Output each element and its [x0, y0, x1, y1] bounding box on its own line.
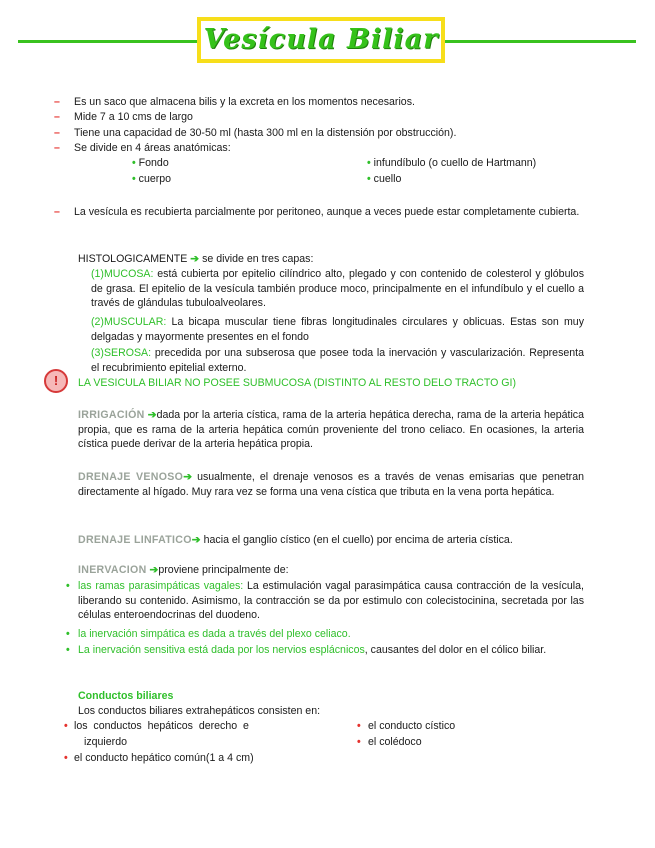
bullet-dot-icon: •: [367, 157, 371, 169]
bullet-dot-icon: •: [66, 580, 70, 592]
venous-paragraph: DRENAJE VENOSO➔ usualmente, el drenaje venosos es a través de venas emisarias que penetran directamente al hígado. Muy rara vez se forma una vena cística que tributa en la vena porta hepática.: [78, 471, 584, 498]
page-title: Vesícula Biliar: [203, 23, 439, 55]
intro-item: Se divide en 4 áreas anatómicas:: [74, 142, 231, 154]
duct-item-cont: izquierdo: [84, 736, 127, 748]
bullet-dot-icon: •: [64, 752, 68, 764]
arrow-right-icon: ➔: [190, 253, 200, 265]
bullet-dot-icon: •: [367, 173, 371, 185]
warning-text: LA VESICULA BILIAR NO POSEE SUBMUCOSA (DISTINTO AL RESTO DELO TRACTO GI): [78, 377, 516, 389]
ducts-intro: Los conductos biliares extrahepáticos consisten en:: [78, 705, 321, 717]
dash-bullet-icon: –: [54, 206, 60, 218]
arrow-right-icon: ➔: [149, 564, 159, 576]
bullet-dot-icon: •: [66, 644, 70, 656]
duct-item: el colédoco: [368, 736, 422, 748]
title-rule-left: [18, 40, 198, 43]
dash-bullet-icon: –: [54, 96, 60, 108]
histology-serosa: (3)SEROSA: precedida por una subserosa que posee toda la inervación y vascularización. Representa el recubrimiento epitelial externo.: [91, 347, 584, 374]
innervation-item: las ramas parasimpáticas vagales: La estimulación vagal parasimpática causa contracción de la vesícula, liberando su contenido. Asimismo, la contracción se da por estimulo con colecistocinina, secretada por las células enteroendocrinas del duodeno.: [78, 580, 584, 622]
bullet-dot-icon: •: [357, 736, 361, 748]
area-item: • cuerpo: [132, 173, 172, 185]
arrow-right-icon: ➔: [183, 471, 193, 483]
dash-bullet-icon: –: [54, 142, 60, 154]
title-rule-right: [444, 40, 636, 43]
area-item: • cuello: [367, 173, 402, 185]
area-item: • Fondo: [132, 157, 169, 169]
bullet-dot-icon: •: [132, 157, 136, 169]
innervation-item: La inervación sensitiva está dada por los nervios esplácnicos, causantes del dolor en el cólico biliar.: [78, 644, 547, 656]
irrigation-paragraph: IRRIGACIÓN ➔dada por la arteria cística, rama de la arteria hepática derecha, rama de la arteria hepática propia, que es rama de la arteria hepática común proveniente del trono celiaco. En ocasiones, la arteria cística puede derivar de la arteria hepática propia.: [78, 409, 584, 451]
arrow-right-icon: ➔: [147, 409, 157, 421]
lymph-paragraph: DRENAJE LINFATICO➔ hacia el ganglio cístico (en el cuello) por encima de arteria cística.: [78, 534, 513, 546]
bullet-dot-icon: •: [357, 720, 361, 732]
arrow-right-icon: ➔: [191, 534, 201, 546]
area-item: • infundíbulo (o cuello de Hartmann): [367, 157, 537, 169]
duct-item: el conducto cístico: [368, 720, 456, 732]
intro-item: Tiene una capacidad de 30-50 ml (hasta 300 ml en la distensión por obstrucción).: [74, 127, 457, 139]
dash-bullet-icon: –: [54, 127, 60, 139]
bullet-dot-icon: •: [64, 720, 68, 732]
bullet-dot-icon: •: [132, 173, 136, 185]
innervation-heading: INERVACION ➔proviene principalmente de:: [78, 564, 289, 576]
title-box: [197, 17, 445, 63]
duct-item: los conductos hepáticos derecho e: [74, 720, 249, 732]
innervation-item: la inervación simpática es dada a través del plexo celiaco.: [78, 628, 351, 640]
bullet-dot-icon: •: [66, 628, 70, 640]
ducts-title: Conductos biliares: [78, 690, 174, 702]
warning-icon: !: [44, 369, 68, 393]
peritoneum-text: La vesícula es recubierta parcialmente por peritoneo, aunque a veces puede estar completamente cubierta.: [74, 206, 580, 218]
histology-mucosa: (1)MUCOSA: está cubierta por epitelio cilíndrico alto, plegado y con contenido de colesterol y glóbulos de grasa. El epitelio de la vesícula también produce moco, principalmente en el infundíbulo y el cuello a través de glándulas tubuloalveolares.: [91, 268, 584, 310]
intro-item: Mide 7 a 10 cms de largo: [74, 111, 193, 123]
dash-bullet-icon: –: [54, 111, 60, 123]
intro-item: Es un saco que almacena bilis y la excreta en los momentos necesarios.: [74, 96, 415, 108]
histology-heading: HISTOLOGICAMENTE ➔ se divide en tres capas:: [78, 253, 314, 265]
histology-muscular: (2)MUSCULAR: La bicapa muscular tiene fibras longitudinales circulares y oblicuas. Estas son muy delgadas y mayormente presentes en el fondo: [91, 316, 584, 343]
duct-item: el conducto hepático común(1 a 4 cm): [74, 752, 254, 764]
